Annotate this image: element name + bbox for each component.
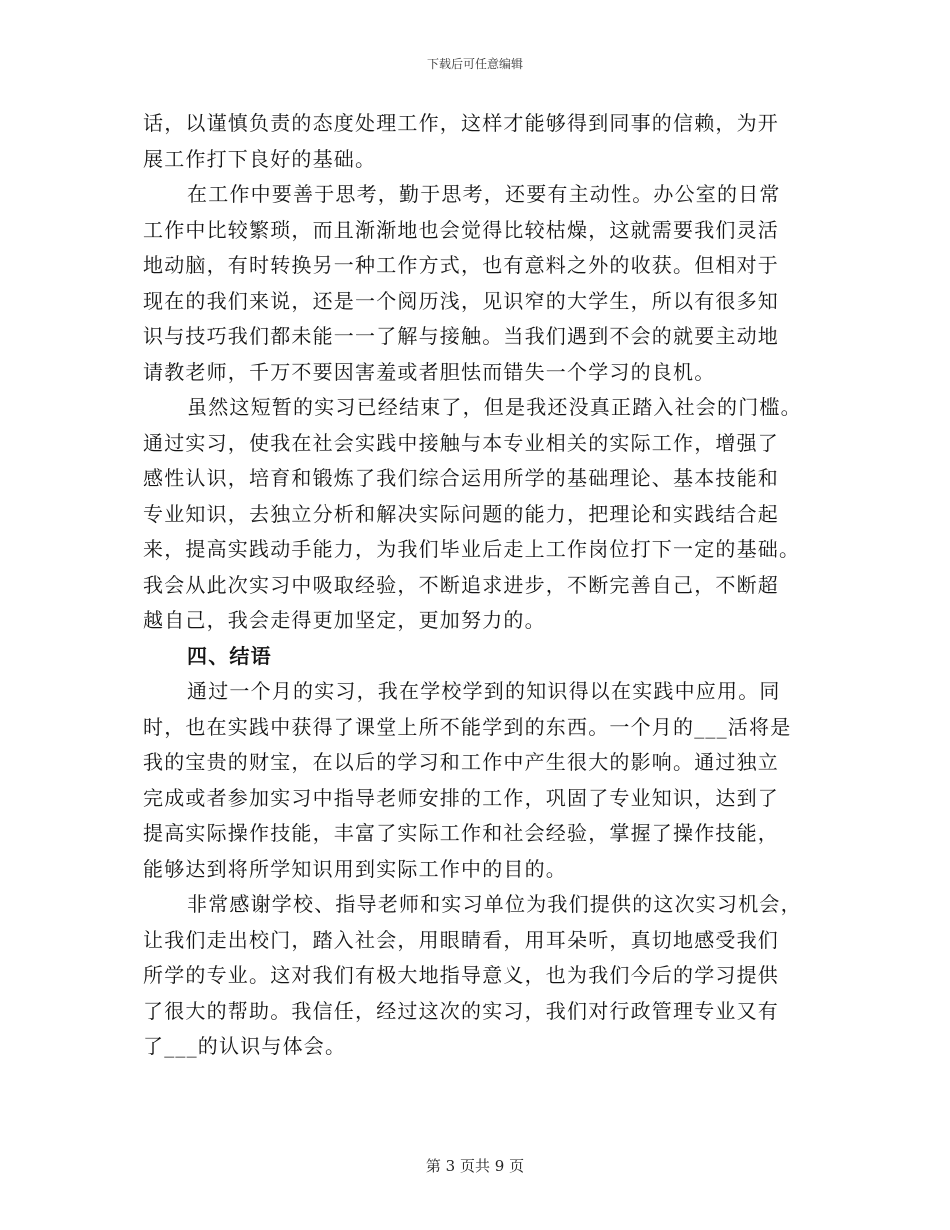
text-line: 感性认识，培育和锻炼了我们综合运用所学的基础理论、基本技能和 (143, 466, 779, 490)
text-line: 现在的我们来说，还是一个阅历浅，见识窄的大学生，所以有很多知 (143, 288, 779, 313)
text-line: 虽然这短暂的实习已经结束了，但是我还没真正踏入社会的门槛。 (187, 395, 802, 419)
text-line: 提高实际操作技能，丰富了实际工作和社会经验，掌握了操作技能， (143, 821, 779, 845)
text-line: 通过一个月的实习，我在学校学到的知识得以在实践中应用。同 (187, 679, 781, 703)
section-heading: 四、结语 (187, 643, 272, 668)
text-line: 请教老师，千万不要因害羞或者胆怯而错失一个学习的良机。 (143, 359, 716, 384)
text-line: 越自己，我会走得更加坚定，更加努力的。 (143, 608, 546, 632)
text-line: 话，以谨慎负责的态度处理工作，这样才能够得到同事的信赖，为开 (143, 111, 779, 135)
page-header: 下载后可任意编辑 (426, 57, 523, 71)
text-line: 专业知识，去独立分析和解决实际问题的能力，把理论和实践结合起 (143, 501, 779, 526)
text-line: 我会从此次实习中吸取经验，不断追求进步，不断完善自己，不断超 (143, 572, 779, 597)
text-line: 完成或者参加实习中指导老师安排的工作，巩固了专业知识，达到了 (143, 785, 779, 810)
text-line: 地动脑，有时转换另一种工作方式，也有意料之外的收获。但相对于 (143, 253, 779, 277)
text-line: 非常感谢学校、指导老师和实习单位为我们提供的这次实习机会， (187, 892, 802, 916)
text-line: 了很大的帮助。我信任，经过这次的实习，我们对行政管理专业又有 (143, 998, 779, 1023)
page-footer: 第 3 页共 9 页 (425, 1157, 525, 1175)
text-line: 能够达到将所学知识用到实际工作中的目的。 (143, 856, 567, 881)
text-line: 通过实习，使我在社会实践中接触与本专业相关的实际工作，增强了 (143, 430, 779, 455)
text-line: 了___的认识与体会。 (143, 1034, 347, 1058)
text-line: 在工作中要善于思考，勤于思考，还要有主动性。办公室的日常 (187, 182, 781, 206)
text-line: 我的宝贵的财宝，在以后的学习和工作中产生很大的影响。通过独立 (143, 750, 779, 774)
text-line: 展工作打下良好的基础。 (143, 146, 377, 171)
text-line: 时，也在实践中获得了课堂上所不能学到的东西。一个月的___活将是 (143, 714, 792, 739)
text-line: 识与技巧我们都未能一一了解与接触。当我们遇到不会的就要主动地 (143, 324, 779, 348)
text-line: 来，提高实践动手能力，为我们毕业后走上工作岗位打下一定的基础。 (143, 537, 801, 561)
text-line: 所学的专业。这对我们有极大地指导意义，也为我们今后的学习提供 (143, 963, 779, 987)
text-line: 工作中比较繁琐，而且渐渐地也会觉得比较枯燥，这就需要我们灵活 (143, 217, 779, 242)
text-line: 让我们走出校门，踏入社会，用眼睛看，用耳朵听，真切地感受我们 (143, 927, 779, 952)
document-body (143, 106, 818, 1065)
